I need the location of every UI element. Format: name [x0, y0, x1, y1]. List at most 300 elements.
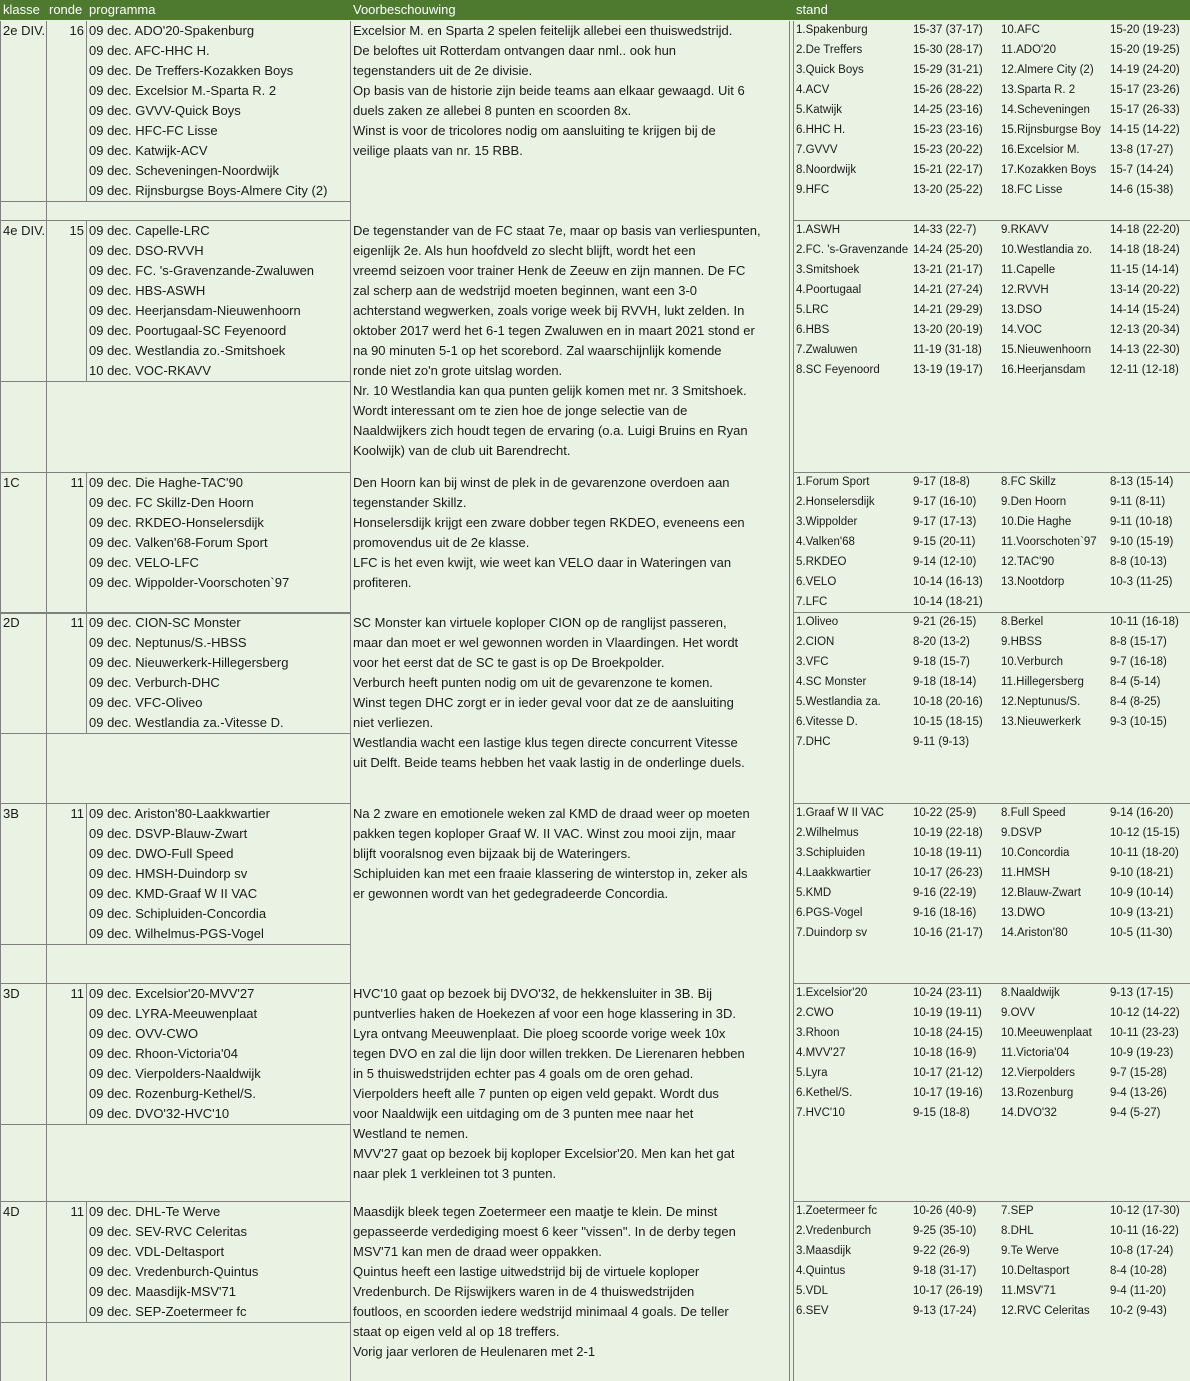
standing-score: 10-9 (10-14): [1110, 887, 1174, 899]
match-row: 09 dec. HBS-ASWH: [89, 283, 206, 298]
standing-team: 1.ASWH: [796, 224, 841, 236]
standing-team: 4.MVV'27: [796, 1047, 846, 1059]
column-divider: [350, 21, 351, 1381]
standing-team: 8.Berkel: [1001, 616, 1044, 628]
standing-team: 9.OVV: [1001, 1007, 1035, 1019]
column-divider: [46, 221, 47, 473]
standing-team: 14.VOC: [1001, 324, 1042, 336]
standing-score: 9-17 (17-13): [913, 516, 977, 528]
preview-line: Vorig jaar verloren de Heulenaren met 2-1: [353, 1344, 596, 1359]
row-divider: [0, 944, 350, 945]
standing-score: 10-22 (25-9): [913, 807, 977, 819]
preview-line: eigenlijk 2e. Als hun hoofdveld zo slecht blijft, wordt het een: [353, 243, 696, 258]
standing-score: 13-14 (20-22): [1110, 284, 1180, 296]
standing-score: 10-11 (18-20): [1110, 847, 1179, 859]
division-ronde: 11: [70, 475, 84, 490]
standing-score: 10-19 (22-18): [913, 827, 983, 839]
standing-team: 3.Smitshoek: [796, 264, 860, 276]
standing-score: 9-7 (15-28): [1110, 1067, 1167, 1079]
standing-team: 4.ACV: [796, 84, 830, 96]
division-klasse: 1C: [3, 475, 20, 490]
preview-line: puntverlies haken de Hoekezen af voor een hoge klassering in 3D.: [353, 1006, 737, 1021]
preview-line: Verburch heeft punten nodig om uit de gevarenzone te komen.: [353, 675, 713, 690]
match-row: 09 dec. DSO-RVVH: [89, 243, 204, 258]
row-divider: [0, 1322, 350, 1323]
standing-score: 10-17 (19-16): [913, 1087, 983, 1099]
preview-line: tegenstander Skillz.: [353, 495, 467, 510]
match-row: 09 dec. VDL-Deltasport: [89, 1244, 225, 1259]
column-divider: [46, 804, 47, 984]
match-row: 09 dec. VFC-Oliveo: [89, 695, 203, 710]
standing-score: 15-20 (19-25): [1110, 44, 1180, 56]
match-row: 09 dec. GVVV-Quick Boys: [89, 103, 241, 118]
preview-line: ronde niet zo'n grote uitslag worden.: [353, 363, 563, 378]
standing-score: 15-26 (28-22): [913, 84, 983, 96]
standing-score: 8-13 (15-14): [1110, 476, 1174, 488]
standing-score: 10-11 (23-23): [1110, 1027, 1179, 1039]
preview-line: uit Delft. Beide teams hebben het vaak lastig in de onderlinge duels.: [353, 755, 745, 770]
standing-team: 7.HVC'10: [796, 1107, 845, 1119]
stand-divider: [793, 803, 1190, 804]
standing-score: 8-4 (10-28): [1110, 1265, 1167, 1277]
match-row: 09 dec. Wilhelmus-PGS-Vogel: [89, 926, 264, 941]
match-row: 09 dec. Ariston'80-Laakkwartier: [89, 806, 270, 821]
standing-score: 10-11 (16-22): [1110, 1225, 1179, 1237]
division-ronde: 15: [69, 223, 84, 238]
standing-score: 10-11 (16-18): [1110, 616, 1179, 628]
standing-team: 10.AFC: [1001, 24, 1040, 36]
preview-line: vreemd seizoen voor trainer Henk de Zeeuw en zijn mannen. De FC: [353, 263, 746, 278]
standing-score: 9-16 (18-16): [913, 907, 977, 919]
standing-score: 15-29 (31-21): [913, 64, 983, 76]
standing-team: 7.GVVV: [796, 144, 838, 156]
preview-line: Koolwijk) van de club uit Barendrecht.: [353, 443, 571, 458]
standing-team: 5.Westlandia za.: [796, 696, 881, 708]
match-row: 09 dec. DHL-Te Werve: [89, 1204, 221, 1219]
standing-team: 13.DWO: [1001, 907, 1046, 919]
standing-score: 12-13 (20-34): [1110, 324, 1180, 336]
preview-line: veilige plaats van nr. 15 RBB.: [353, 143, 523, 158]
match-row: 09 dec. Excelsior M.-Sparta R. 2: [89, 83, 277, 98]
division-ronde: 16: [69, 23, 84, 38]
standing-team: 4.Valken'68: [796, 536, 855, 548]
standing-score: 14-14 (15-24): [1110, 304, 1180, 316]
standing-team: 6.SEV: [796, 1305, 829, 1317]
match-row: 09 dec. Vierpolders-Naaldwijk: [89, 1066, 261, 1081]
match-row: 09 dec. Capelle-LRC: [89, 223, 210, 238]
standing-team: 12.TAC'90: [1001, 556, 1055, 568]
standing-score: 9-25 (35-10): [913, 1225, 977, 1237]
standing-score: 9-3 (10-15): [1110, 716, 1167, 728]
match-row: 09 dec. Poortugaal-SC Feyenoord: [89, 323, 287, 338]
standing-team: 11.MSV'71: [1001, 1285, 1057, 1297]
division-klasse: 2D: [3, 615, 20, 630]
column-divider: [46, 984, 47, 1202]
standing-team: 11.ADO'20: [1001, 44, 1057, 56]
standing-team: 12.Blauw-Zwart: [1001, 887, 1081, 899]
standing-score: 9-18 (31-17): [913, 1265, 977, 1277]
column-divider: [46, 613, 47, 804]
match-row: 10 dec. VOC-RKAVV: [89, 363, 211, 378]
match-row: 09 dec. FC Skillz-Den Hoorn: [89, 495, 254, 510]
match-row: 09 dec. Nieuwerkerk-Hillegersberg: [89, 655, 289, 670]
standing-team: 11.HMSH: [1001, 867, 1050, 879]
block-divider: [0, 612, 350, 613]
standing-team: 12.Vierpolders: [1001, 1067, 1075, 1079]
standing-score: 10-17 (26-19): [913, 1285, 983, 1297]
standing-score: 13-8 (17-27): [1110, 144, 1174, 156]
match-row: 09 dec. Rhoon-Victoria'04: [89, 1046, 238, 1061]
standing-team: 14.DVO'32: [1001, 1107, 1057, 1119]
standing-team: 5.Lyra: [796, 1067, 828, 1079]
standing-score: 10-18 (24-15): [913, 1027, 983, 1039]
column-divider: [46, 1202, 47, 1381]
standing-score: 14-24 (25-20): [913, 244, 983, 256]
standing-score: 10-9 (19-23): [1110, 1047, 1174, 1059]
standing-team: 14.Scheveningen: [1001, 104, 1090, 116]
standing-team: 10.Concordia: [1001, 847, 1070, 859]
standing-score: 9-14 (16-20): [1110, 807, 1174, 819]
standing-team: 11.Voorschoten`97: [1001, 536, 1097, 548]
match-row: 09 dec. Verburch-DHC: [89, 675, 220, 690]
match-row: 09 dec. DVO'32-HVC'10: [89, 1106, 230, 1121]
preview-line: niet verliezen.: [353, 715, 434, 730]
preview-line: Winst tegen DHC zorgt er in ieder geval voor dat ze de aansluiting: [353, 695, 734, 710]
standing-team: 10.Die Haghe: [1001, 516, 1072, 528]
standing-team: 6.PGS-Vogel: [796, 907, 863, 919]
standing-score: 10-18 (16-9): [913, 1047, 977, 1059]
standing-score: 8-8 (15-17): [1110, 636, 1167, 648]
standing-team: 10.Westlandia zo.: [1001, 244, 1093, 256]
standing-score: 10-14 (16-13): [913, 576, 983, 588]
standing-team: 13.Nieuwerkerk: [1001, 716, 1081, 728]
standing-score: 14-13 (22-30): [1110, 344, 1180, 356]
standing-team: 2.Wilhelmus: [796, 827, 859, 839]
standing-score: 11-15 (14-14): [1110, 264, 1179, 276]
standing-score: 10-18 (20-16): [913, 696, 983, 708]
standing-team: 11.Hillegersberg: [1001, 676, 1084, 688]
column-divider: [86, 21, 87, 201]
standing-score: 10-8 (17-24): [1110, 1245, 1174, 1257]
standing-score: 9-13 (17-24): [913, 1305, 977, 1317]
standing-score: 10-18 (19-11): [913, 847, 982, 859]
standing-team: 9.HBSS: [1001, 636, 1042, 648]
standing-score: 15-37 (37-17): [913, 24, 983, 36]
standing-score: 9-18 (18-14): [913, 676, 977, 688]
match-row: 09 dec. Excelsior'20-MVV'27: [89, 986, 255, 1001]
standing-score: 9-15 (18-8): [913, 1107, 970, 1119]
standing-team: 7.SEP: [1001, 1205, 1034, 1217]
preview-line: De tegenstander van de FC staat 7e, maar op basis van verliespunten,: [353, 223, 761, 238]
standing-team: 12.RVC Celeritas: [1001, 1305, 1090, 1317]
header-stand: stand: [796, 0, 828, 20]
standing-team: 13.Nootdorp: [1001, 576, 1065, 588]
standing-score: 15-23 (23-16): [913, 124, 983, 136]
match-row: 09 dec. FC. 's-Gravenzande-Zwaluwen: [89, 263, 315, 278]
standing-team: 3.VFC: [796, 656, 829, 668]
match-row: 09 dec. SEP-Zoetermeer fc: [89, 1304, 247, 1319]
block-divider: [0, 803, 350, 804]
column-divider: [86, 473, 87, 613]
standing-score: 10-15 (18-15): [913, 716, 983, 728]
division-ronde: 11: [70, 615, 84, 630]
preview-line: Wordt interessant om te zien hoe de jonge selectie van de: [353, 403, 688, 418]
standing-team: 8.FC Skillz: [1001, 476, 1056, 488]
preview-line: maar dan moet er wel gewonnen worden in Vlaardingen. Het wordt: [353, 635, 739, 650]
standing-team: 6.Vitesse D.: [796, 716, 858, 728]
standing-score: 9-4 (11-20): [1110, 1285, 1167, 1297]
standing-team: 8.SC Feyenoord: [796, 364, 880, 376]
standing-team: 13.Rozenburg: [1001, 1087, 1074, 1099]
standing-score: 10-19 (19-11): [913, 1007, 982, 1019]
preview-line: naar plek 1 verkleinen tot 3 punten.: [353, 1166, 557, 1181]
row-divider: [0, 1124, 350, 1125]
preview-line: Quintus heeft een lastige uitwedstrijd bij de virtuele koploper: [353, 1264, 700, 1279]
match-row: 09 dec. HFC-FC Lisse: [89, 123, 218, 138]
match-row: 09 dec. Westlandia zo.-Smitshoek: [89, 343, 286, 358]
standing-team: 2.CION: [796, 636, 835, 648]
standing-team: 2.Vredenburch: [796, 1225, 872, 1237]
preview-line: pakken tegen koploper Graaf W. II VAC. Winst zou mooi zijn, maar: [353, 826, 736, 841]
standing-score: 9-10 (15-19): [1110, 536, 1174, 548]
standing-score: 15-23 (20-22): [913, 144, 983, 156]
standing-score: 15-20 (19-23): [1110, 24, 1180, 36]
match-row: 09 dec. ADO'20-Spakenburg: [89, 23, 255, 38]
preview-line: foutloos, en scoorden iedere wedstrijd minimaal 4 goals. De teller: [353, 1304, 729, 1319]
standing-team: 12.Neptunus/S.: [1001, 696, 1081, 708]
preview-line: na 90 minuten 5-1 op het scorebord. Zal waarschijnlijk komende: [353, 343, 722, 358]
division-klasse: 3B: [3, 806, 19, 821]
standing-team: 4.Laakkwartier: [796, 867, 871, 879]
standing-team: 4.Quintus: [796, 1265, 846, 1277]
preview-line: Vredenburch. De Rijswijkers waren in de 4 thuiswedstrijden: [353, 1284, 695, 1299]
standing-score: 10-14 (18-21): [913, 596, 983, 608]
preview-line: Na 2 zware en emotionele weken zal KMD de draad weer op moeten: [353, 806, 750, 821]
standing-team: 16.Excelsior M.: [1001, 144, 1080, 156]
standing-team: 10.Deltasport: [1001, 1265, 1070, 1277]
standing-team: 12.Almere City (2): [1001, 64, 1094, 76]
standing-score: 14-21 (27-24): [913, 284, 983, 296]
standing-team: 2.FC. 's-Gravenzande: [796, 244, 909, 256]
standing-team: 7.LFC: [796, 596, 828, 608]
preview-line: gepasseerde verdediging moest 6 keer "vissen". In de derby tegen: [353, 1224, 736, 1239]
preview-line: voor het eerst dat de SC te gast is op De Broekpolder.: [353, 655, 665, 670]
standing-team: 1.Zoetermeer fc: [796, 1205, 878, 1217]
match-row: 09 dec. Rijnsburgse Boys-Almere City (2): [89, 183, 328, 198]
column-divider: [86, 804, 87, 944]
division-ronde: 11: [70, 806, 84, 821]
match-row: 09 dec. VELO-LFC: [89, 555, 199, 570]
match-row: 09 dec. Heerjansdam-Nieuwenhoorn: [89, 303, 301, 318]
standing-team: 1.Spakenburg: [796, 24, 868, 36]
preview-line: achterstand wegwerken, zoals vorige week bij RVVH, lukt zelden. In: [353, 303, 745, 318]
standing-team: 18.FC Lisse: [1001, 184, 1063, 196]
standing-score: 10-9 (13-21): [1110, 907, 1174, 919]
block-divider: [0, 220, 350, 221]
match-row: 09 dec. DWO-Full Speed: [89, 846, 234, 861]
block-divider: [0, 1201, 350, 1202]
standing-score: 13-21 (21-17): [913, 264, 983, 276]
preview-line: promovendus uit de 2e klasse.: [353, 535, 530, 550]
standing-team: 17.Kozakken Boys: [1001, 164, 1097, 176]
standing-score: 8-4 (8-25): [1110, 696, 1161, 708]
standing-team: 5.RKDEO: [796, 556, 847, 568]
standing-score: 14-15 (14-22): [1110, 124, 1180, 136]
column-divider: [46, 21, 47, 221]
standing-score: 9-14 (12-10): [913, 556, 977, 568]
preview-line: Honselersdijk krijgt een zware dobber tegen RKDEO, eveneens een: [353, 515, 745, 530]
standing-score: 13-20 (20-19): [913, 324, 983, 336]
standing-team: 6.Kethel/S.: [796, 1087, 853, 1099]
preview-line: Westland te nemen.: [353, 1126, 469, 1141]
stand-divider: [793, 983, 1190, 984]
standing-score: 9-15 (20-11): [913, 536, 976, 548]
standing-team: 7.Zwaluwen: [796, 344, 858, 356]
match-row: 09 dec. KMD-Graaf W II VAC: [89, 886, 258, 901]
standing-score: 10-17 (26-23): [913, 867, 983, 879]
stand-divider: [793, 472, 1190, 473]
preview-line: MSV'71 kan men de draad weer oppakken.: [353, 1244, 602, 1259]
match-row: 09 dec. Neptunus/S.-HBSS: [89, 635, 247, 650]
standing-score: 9-4 (5-27): [1110, 1107, 1161, 1119]
division-ronde: 11: [70, 986, 84, 1001]
match-row: 09 dec. Scheveningen-Noordwijk: [89, 163, 280, 178]
standing-score: 14-6 (15-38): [1110, 184, 1174, 196]
division-klasse: 2e DIV.: [3, 23, 46, 38]
standing-score: 14-18 (18-24): [1110, 244, 1180, 256]
column-divider: [86, 613, 87, 733]
standing-score: 9-13 (17-15): [1110, 987, 1174, 999]
standing-score: 15-21 (22-17): [913, 164, 983, 176]
preview-line: Maasdijk bleek tegen Zoetermeer een maatje te klein. De minst: [353, 1204, 718, 1219]
standing-score: 9-17 (18-8): [913, 476, 970, 488]
match-row: 09 dec. OVV-CWO: [89, 1026, 199, 1041]
preview-line: Op basis van de historie zijn beide teams aan elkaar gewaagd. Uit 6: [353, 83, 745, 98]
standing-team: 6.HHC H.: [796, 124, 846, 136]
match-row: 09 dec. Valken'68-Forum Sport: [89, 535, 268, 550]
block-divider: [0, 472, 350, 473]
header-klasse: klasse: [3, 0, 40, 20]
preview-line: oktober 2017 werd het 6-1 tegen Zwaluwen en in maart 2021 stond er: [353, 323, 755, 338]
row-divider: [0, 201, 350, 202]
standing-score: 9-17 (16-10): [913, 496, 977, 508]
preview-line: SC Monster kan virtuele koploper CION op de ranglijst passeren,: [353, 615, 727, 630]
standing-team: 12.RVVH: [1001, 284, 1049, 296]
standing-team: 8.Noordwijk: [796, 164, 857, 176]
match-row: 09 dec. RKDEO-Honselersdijk: [89, 515, 264, 530]
standing-score: 14-19 (24-20): [1110, 64, 1180, 76]
standing-score: 10-17 (21-12): [913, 1067, 983, 1079]
standing-score: 10-12 (14-22): [1110, 1007, 1180, 1019]
standing-score: 9-18 (15-7): [913, 656, 970, 668]
standing-team: 5.Katwijk: [796, 104, 843, 116]
match-row: 09 dec. Rozenburg-Kethel/S.: [89, 1086, 256, 1101]
standing-team: 10.Verburch: [1001, 656, 1064, 668]
division-klasse: 3D: [3, 986, 20, 1001]
header-bar: [0, 0, 1190, 20]
standing-score: 10-16 (21-17): [913, 927, 983, 939]
preview-line: Nr. 10 Westlandia kan qua punten gelijk komen met nr. 3 Smitshoek.: [353, 383, 747, 398]
preview-line: in 5 thuiswedstrijden echter pas 4 goals om de oren gehad.: [353, 1066, 694, 1081]
standing-team: 13.Sparta R. 2: [1001, 84, 1076, 96]
standing-score: 14-21 (29-29): [913, 304, 983, 316]
column-divider: [86, 1202, 87, 1322]
standing-team: 6.HBS: [796, 324, 830, 336]
standing-score: 9-11 (8-11): [1110, 496, 1166, 508]
standing-score: 10-3 (11-25): [1110, 576, 1173, 588]
standing-team: 2.De Treffers: [796, 44, 863, 56]
standing-team: 7.Duindorp sv: [796, 927, 867, 939]
standing-score: 14-25 (23-16): [913, 104, 983, 116]
preview-line: De beloftes uit Rotterdam ontvangen daar nml.. ook hun: [353, 43, 677, 58]
standing-team: 1.Oliveo: [796, 616, 839, 628]
column-divider: [86, 984, 87, 1124]
standing-team: 9.Te Werve: [1001, 1245, 1059, 1257]
standing-team: 1.Graaf W II VAC: [796, 807, 884, 819]
stand-divider: [793, 612, 1190, 613]
standing-score: 15-30 (28-17): [913, 44, 983, 56]
preview-line: Schipluiden kan met een fraaie klassering de winterstop in, zeker als: [353, 866, 748, 881]
header-programma: programma: [89, 0, 155, 20]
standing-score: 14-18 (22-20): [1110, 224, 1180, 236]
column-divider: [86, 221, 87, 381]
standing-team: 10.Meeuwenplaat: [1001, 1027, 1092, 1039]
standing-team: 11.Capelle: [1001, 264, 1056, 276]
standing-team: 1.Forum Sport: [796, 476, 870, 488]
match-row: 09 dec. Wippolder-Voorschoten`97: [89, 575, 290, 590]
standing-score: 11-19 (31-18): [913, 344, 982, 356]
standing-score: 8-20 (13-2): [913, 636, 970, 648]
header-voorbeschouwing: Voorbeschouwing: [353, 0, 456, 20]
standing-score: 14-33 (22-7): [913, 224, 977, 236]
preview-line: Lyra ontvang Meeuwenplaat. Die ploeg scoorde vorige week 10x: [353, 1026, 726, 1041]
match-row: 09 dec. AFC-HHC H.: [89, 43, 210, 58]
standing-team: 4.SC Monster: [796, 676, 867, 688]
standing-team: 9.Den Hoorn: [1001, 496, 1067, 508]
standing-team: 3.Schipluiden: [796, 847, 866, 859]
preview-line: tegenstanders uit de 2e divisie.: [353, 63, 533, 78]
standing-team: 9.HFC: [796, 184, 830, 196]
preview-line: staat op eigen veld al op 18 treffers.: [353, 1324, 560, 1339]
standing-score: 13-20 (25-22): [913, 184, 983, 196]
standing-score: 9-7 (16-18): [1110, 656, 1167, 668]
match-row: 09 dec. SEV-RVC Celeritas: [89, 1224, 247, 1239]
standing-team: 2.Honselersdijk: [796, 496, 875, 508]
preview-line: blijft vooralsnog even bijzaak bij de Wateringers.: [353, 846, 631, 861]
division-klasse: 4e DIV.: [3, 223, 46, 238]
standing-team: 16.Heerjansdam: [1001, 364, 1086, 376]
standing-team: 2.CWO: [796, 1007, 834, 1019]
standing-score: 8-4 (5-14): [1110, 676, 1161, 688]
standing-team: 6.VELO: [796, 576, 837, 588]
preview-line: er gewonnen wordt van het gedegradeerde Concordia.: [353, 886, 669, 901]
match-row: 09 dec. Die Haghe-TAC'90: [89, 475, 243, 490]
standing-score: 9-11 (10-18): [1110, 516, 1173, 528]
standing-team: 3.Quick Boys: [796, 64, 864, 76]
standing-team: 15.Rijnsburgse Boy: [1001, 124, 1101, 136]
preview-line: Vierpolders heeft alle 7 punten op eigen veld gepakt. Wordt dus: [353, 1086, 719, 1101]
standing-team: 5.LRC: [796, 304, 829, 316]
match-row: 09 dec. Maasdijk-MSV'71: [89, 1284, 236, 1299]
column-divider: [793, 21, 794, 1381]
standing-score: 10-24 (23-11): [913, 987, 982, 999]
match-row: 09 dec. Katwijk-ACV: [89, 143, 208, 158]
standing-team: 8.Naaldwijk: [1001, 987, 1060, 999]
standing-team: 3.Rhoon: [796, 1027, 840, 1039]
match-row: 09 dec. Schipluiden-Concordia: [89, 906, 267, 921]
standing-score: 9-10 (18-21): [1110, 867, 1174, 879]
stand-divider: [793, 220, 1190, 221]
